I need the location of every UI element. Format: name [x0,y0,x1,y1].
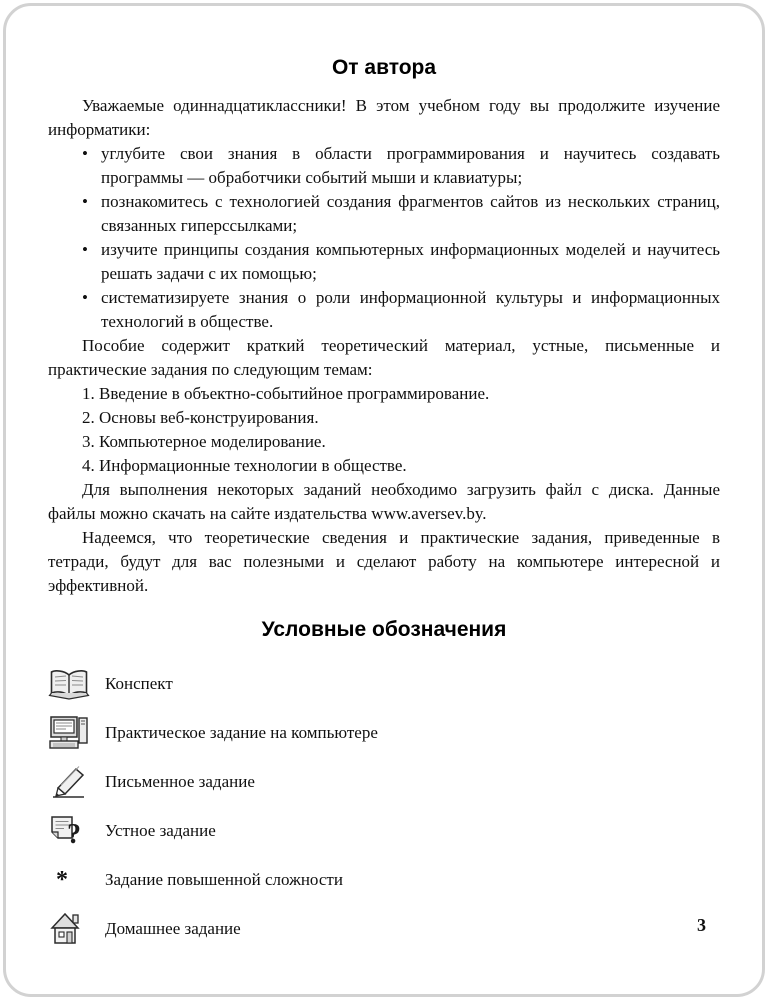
closing-paragraph: Надеемся, что теоретические сведения и практические задания, приведенные в тетради, будут для вас полезными и сделают работу на компьютере интересной и эффективной. [48,528,720,595]
page-content [6,6,762,947]
book-page [3,3,765,997]
legend-label: Практическое задание на компьютере [105,723,378,742]
topic-item: 3. Компьютерное моделирование. [82,432,326,451]
topic-item: 2. Основы веб-конструирования. [82,408,319,427]
legend-label: Письменное задание [105,772,255,791]
contents-paragraph: Пособие содержит краткий теоретический материал, устные, письменные и практические задания по следующим темам: [48,336,720,379]
bullet-item: • систематизируете знания о роли информационной культуры и информационных технологий в обществе. [76,286,720,334]
legend-row-konspekt [48,666,720,702]
files-paragraph: Для выполнения некоторых заданий необходимо загрузить файл с диска. Данные файлы можно скачать на сайте издательства www.aversev.by. [48,480,720,523]
bullet-item: • познакомитесь с технологией создания фрагментов сайтов из нескольких страниц, связанных гиперссылками; [76,190,720,238]
house-icon [48,911,105,947]
legend-label: Задание повышенной сложности [105,870,343,889]
section-title-legend: Условные обозначения [261,618,507,641]
book-icon [48,668,105,700]
legend-label: Домашнее задание [105,919,241,938]
section-title-author: От автора [331,56,437,79]
computer-icon [48,715,105,751]
legend-row-home [48,911,720,947]
page-number: 3 [697,915,706,935]
topic-item: 1. Введение в объектно-событийное программирование. [82,384,490,403]
question-glyph: ? [67,819,81,848]
legend-row-question [48,813,720,849]
topic-item: 4. Информационные технологии в обществе. [82,456,407,475]
asterisk-glyph: * [56,867,68,893]
question-icon [48,814,105,848]
bullet-item: • изучите принципы создания компьютерных информационных моделей и научитесь решать задачи с их помощью; [76,238,720,286]
goals-bullet-list [76,142,720,334]
pencil-icon [48,766,105,798]
legend-row-pencil [48,764,720,800]
intro-paragraph: Уважаемые одиннадцатиклассники! В этом учебном году вы продолжите изучение информатики: [48,96,720,139]
legend-row-asterisk [48,862,720,898]
bullet-item: • углубите свои знания в области программирования и научитесь создавать программы — обработчики событий мыши и клавиатуры; [76,142,720,190]
legend-label: Конспект [105,674,173,693]
legend-row-computer [48,715,720,751]
asterisk-icon [48,867,105,893]
legend-list [48,666,720,947]
legend-label: Устное задание [105,821,216,840]
